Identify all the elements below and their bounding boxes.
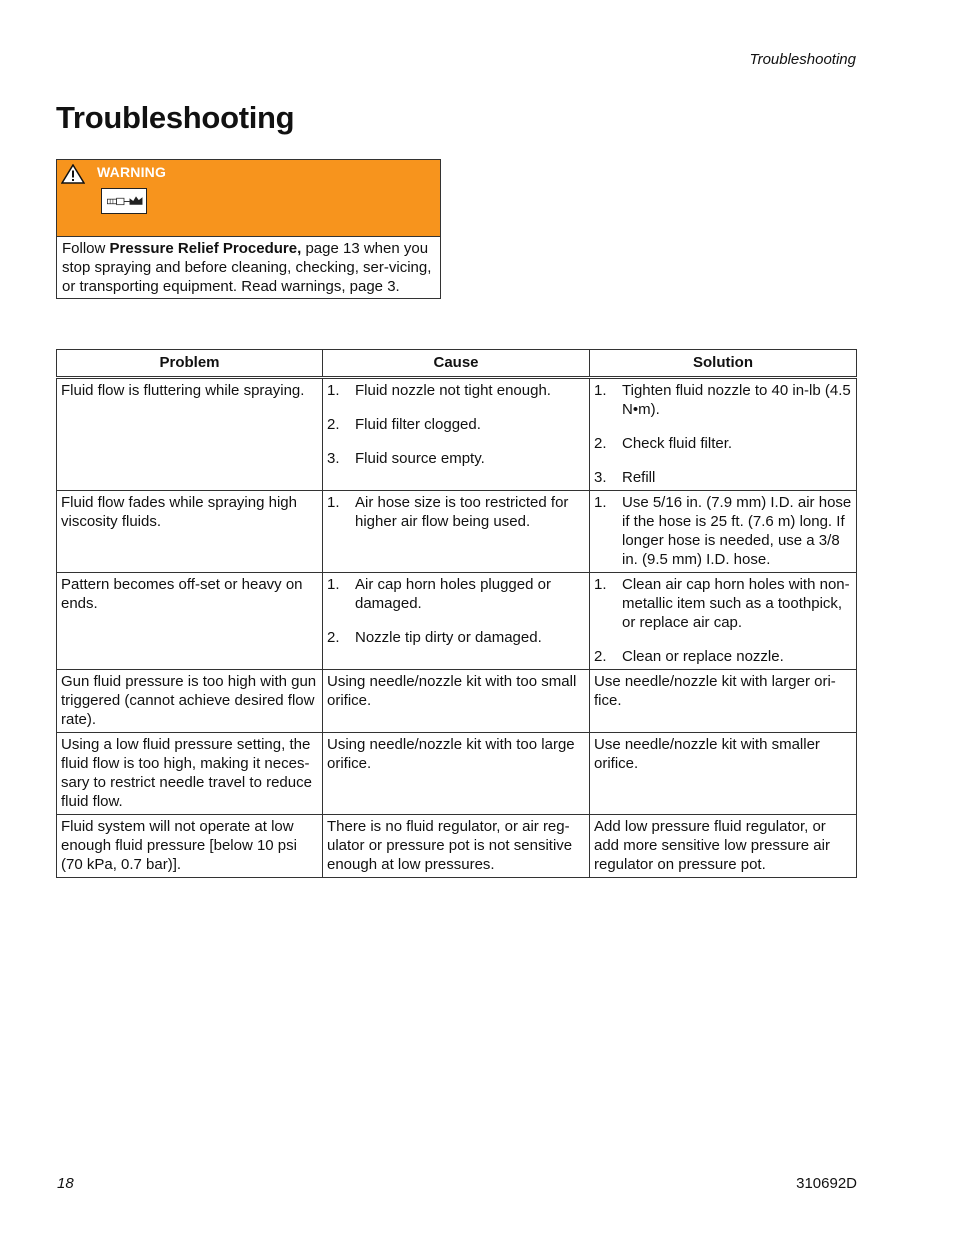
list-item: 2. Fluid filter clogged. <box>327 416 481 433</box>
page-number: 18 <box>57 1175 74 1192</box>
solution-cell: Add low pressure fluid regulator, or add more sensitive low pressure air regulator on pressure pot. <box>590 815 857 878</box>
cause-cell <box>323 491 590 573</box>
solution-cell: Use needle/nozzle kit with smaller orifice. <box>590 733 857 815</box>
cause-cell <box>323 378 590 491</box>
table-row <box>57 378 857 491</box>
table-row <box>57 573 857 670</box>
list-item: 2. Nozzle tip dirty or damaged. <box>327 629 542 646</box>
table-header-row <box>57 350 857 378</box>
troubleshooting-table <box>56 349 857 878</box>
solution-cell <box>590 491 857 573</box>
list-item: 1. Use 5/16 in. (7.9 mm) I.D. air hose if the hose is 25 ft. (7.6 m) long. If longer hose is needed, use a 3/8 in. (9.5 mm) I.D. hose. <box>594 494 852 568</box>
list-item: 2. Check fluid filter. <box>594 435 733 452</box>
solution-cell <box>590 378 857 491</box>
page-title: Troubleshooting <box>56 100 295 135</box>
problem-cell: Using a low fluid pressure setting, the fluid flow is too high, making it neces-sary to restrict needle travel to reduce fluid flow. <box>57 733 323 815</box>
list-item: 1. Tighten fluid nozzle to 40 in-lb (4.5 N•m). <box>594 382 851 418</box>
cause-list <box>327 381 585 468</box>
header-problem: Problem <box>57 350 323 378</box>
table-row <box>57 491 857 573</box>
table-row <box>57 733 857 815</box>
problem-cell: Gun fluid pressure is too high with gun triggered (cannot achieve desired flow rate). <box>57 670 323 733</box>
cause-cell: There is no fluid regulator, or air reg-ulator or pressure pot is not sensitive enough at low pressures. <box>323 815 590 878</box>
list-item: 3. Refill <box>594 469 656 486</box>
running-header: Troubleshooting <box>749 51 856 68</box>
problem-cell: Fluid system will not operate at low enough fluid pressure [below 10 psi (70 kPa, 0.7 bar)]. <box>57 815 323 878</box>
solution-list <box>594 493 852 569</box>
solution-cell <box>590 573 857 670</box>
problem-cell: Fluid flow fades while spraying high viscosity fluids. <box>57 491 323 573</box>
list-item: 1. Clean air cap horn holes with non-metallic item such as a toothpick, or replace air cap. <box>594 576 850 631</box>
header-cause: Cause <box>323 350 590 378</box>
list-item: 1. Fluid nozzle not tight enough. <box>327 382 551 399</box>
list-item: 1. Air hose size is too restricted for higher air flow being used. <box>327 494 569 530</box>
solution-cell: Use needle/nozzle kit with larger ori-fice. <box>590 670 857 733</box>
warning-triangle-icon <box>61 164 85 184</box>
warning-label: WARNING <box>97 164 167 180</box>
list-item: 2. Clean or replace nozzle. <box>594 648 784 665</box>
pressure-relief-procedure-ref: Pressure Relief Procedure, <box>109 240 302 257</box>
pressure-relief-icon <box>101 188 147 214</box>
solution-list <box>594 575 852 666</box>
table-row <box>57 670 857 733</box>
warning-header <box>57 160 440 237</box>
list-item: 3. Fluid source empty. <box>327 450 485 467</box>
problem-cell: Fluid flow is fluttering while spraying. <box>57 378 323 491</box>
header-solution: Solution <box>590 350 857 378</box>
warning-text: Follow Pressure Relief Procedure, page 13 when you stop spraying and before cleaning, checking, ser-vicing, or transporting equipment. Read warnings, page 3. <box>57 237 440 298</box>
solution-list <box>594 381 852 487</box>
cause-list <box>327 493 585 531</box>
cause-cell: Using needle/nozzle kit with too small orifice. <box>323 670 590 733</box>
cause-cell: Using needle/nozzle kit with too large orifice. <box>323 733 590 815</box>
cause-list <box>327 575 585 647</box>
cause-cell <box>323 573 590 670</box>
table-row <box>57 815 857 878</box>
list-item: 1. Air cap horn holes plugged or damaged. <box>327 576 551 612</box>
document-number: 310692D <box>796 1175 857 1192</box>
problem-cell: Pattern becomes off-set or heavy on ends. <box>57 573 323 670</box>
warning-box <box>56 159 441 299</box>
